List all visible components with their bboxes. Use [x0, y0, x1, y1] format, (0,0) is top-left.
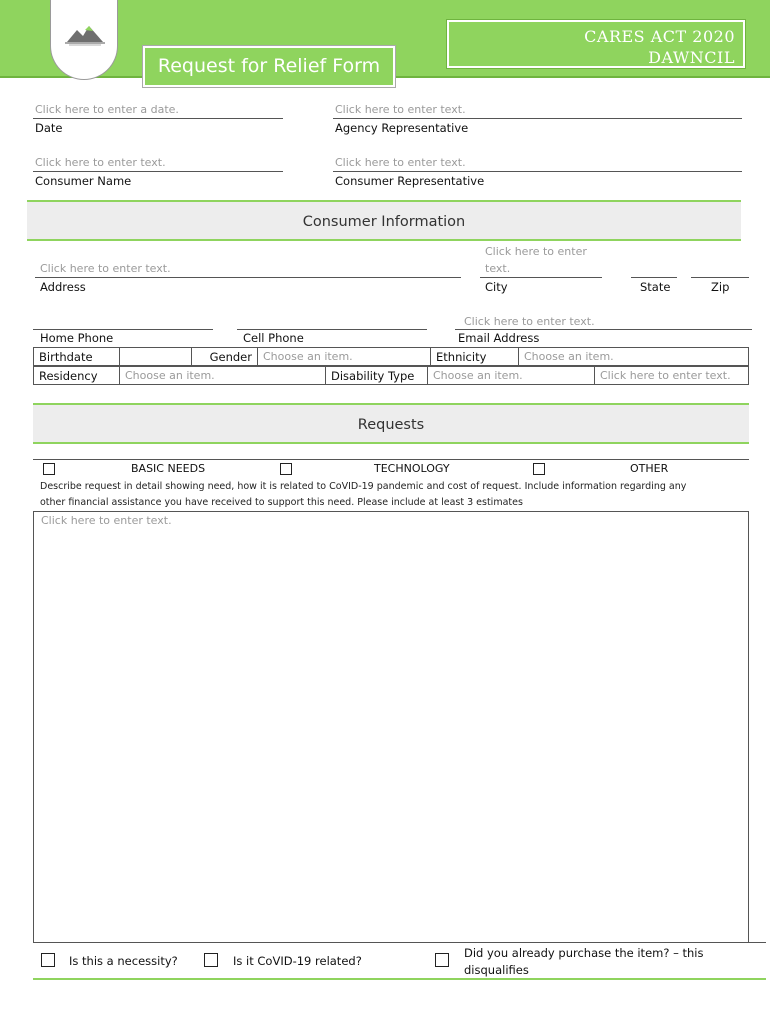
city-label: City — [485, 280, 508, 294]
gender-select[interactable]: Choose an item. — [258, 348, 431, 366]
description-placeholder: Click here to enter text. — [41, 514, 172, 527]
residency-table — [33, 366, 749, 385]
other-checkbox[interactable] — [533, 463, 545, 475]
request-description-textarea[interactable] — [33, 511, 749, 943]
demographics-row-2 — [34, 367, 749, 385]
necessity-checkbox[interactable] — [41, 953, 55, 967]
technology-checkbox[interactable] — [280, 463, 292, 475]
agency-rep-underline — [333, 118, 742, 119]
email-field[interactable]: Click here to enter text. — [464, 315, 595, 328]
demographics-row-1 — [34, 348, 749, 366]
consumer-name-underline — [33, 171, 283, 172]
city-field[interactable] — [485, 245, 587, 275]
address-label: Address — [40, 280, 86, 294]
checks-top-line — [33, 942, 766, 943]
residency-label: Residency — [34, 367, 120, 385]
basic-needs-checkbox[interactable] — [43, 463, 55, 475]
state-underline[interactable] — [631, 277, 677, 278]
mountain-logo-icon — [65, 22, 105, 46]
covid-related-label: Is it CoVID-19 related? — [233, 954, 362, 968]
city-field-line2: text. — [485, 262, 511, 275]
ethnicity-label: Ethnicity — [431, 348, 519, 366]
agency-rep-label: Agency Representative — [335, 121, 469, 135]
footer-green-rule — [33, 978, 766, 980]
instructions-line-2: other financial assistance you have received to support this need. Please include at least 3 estimates — [40, 497, 523, 508]
ethnicity-select[interactable]: Choose an item. — [519, 348, 749, 366]
email-label: Email Address — [458, 331, 540, 345]
date-label: Date — [35, 121, 63, 135]
consumer-rep-field[interactable]: Click here to enter text. — [335, 156, 466, 169]
birthdate-input[interactable] — [120, 348, 192, 366]
instructions-line-1: Describe request in detail showing need, how it is related to CoVID-19 pandemic and cost of request. Include information regarding any — [40, 481, 687, 492]
email-underline — [455, 329, 752, 330]
agency-rep-field[interactable]: Click here to enter text. — [335, 103, 466, 116]
home-phone-label: Home Phone — [40, 331, 114, 345]
program-title: CARES ACT 2020 — [584, 27, 735, 46]
birthdate-label: Birthdate — [34, 348, 120, 366]
consumer-name-label: Consumer Name — [35, 174, 132, 188]
consumer-info-heading: Consumer Information — [27, 200, 741, 241]
residency-select[interactable]: Choose an item. — [120, 367, 326, 385]
technology-label: TECHNOLOGY — [374, 462, 450, 475]
already-purchased-label — [464, 945, 704, 979]
cell-phone-underline[interactable] — [237, 329, 427, 330]
consumer-name-field[interactable]: Click here to enter text. — [35, 156, 166, 169]
requests-heading: Requests — [33, 403, 749, 444]
already-purchased-line-2: disqualifies — [464, 963, 529, 977]
already-purchased-line-1: Did you already purchase the item? – this — [464, 946, 704, 960]
gender-label: Gender — [192, 348, 258, 366]
address-field[interactable]: Click here to enter text. — [40, 262, 171, 275]
logo-shield — [50, 0, 118, 80]
program-org: DAWNCIL — [648, 48, 735, 67]
consumer-rep-label: Consumer Representative — [335, 174, 485, 188]
disability-other-field[interactable]: Click here to enter text. — [595, 367, 749, 385]
demographics-table — [33, 347, 749, 366]
address-underline — [35, 277, 461, 278]
zip-underline[interactable] — [691, 277, 749, 278]
requests-divider — [33, 459, 749, 460]
city-field-line1: Click here to enter — [485, 245, 587, 258]
city-underline — [480, 277, 602, 278]
already-purchased-checkbox[interactable] — [435, 953, 449, 967]
other-label: OTHER — [630, 462, 669, 475]
date-field[interactable]: Click here to enter a date. — [35, 103, 179, 116]
consumer-rep-underline — [333, 171, 742, 172]
covid-related-checkbox[interactable] — [204, 953, 218, 967]
date-underline — [33, 118, 283, 119]
state-label: State — [640, 280, 671, 294]
zip-label: Zip — [711, 280, 730, 294]
disability-type-select[interactable]: Choose an item. — [428, 367, 595, 385]
program-label-box — [447, 20, 745, 68]
disability-type-label: Disability Type — [326, 367, 428, 385]
home-phone-underline[interactable] — [33, 329, 213, 330]
page-title: Request for Relief Form — [143, 46, 395, 87]
cell-phone-label: Cell Phone — [243, 331, 304, 345]
basic-needs-label: BASIC NEEDS — [131, 462, 206, 475]
necessity-label: Is this a necessity? — [69, 954, 178, 968]
